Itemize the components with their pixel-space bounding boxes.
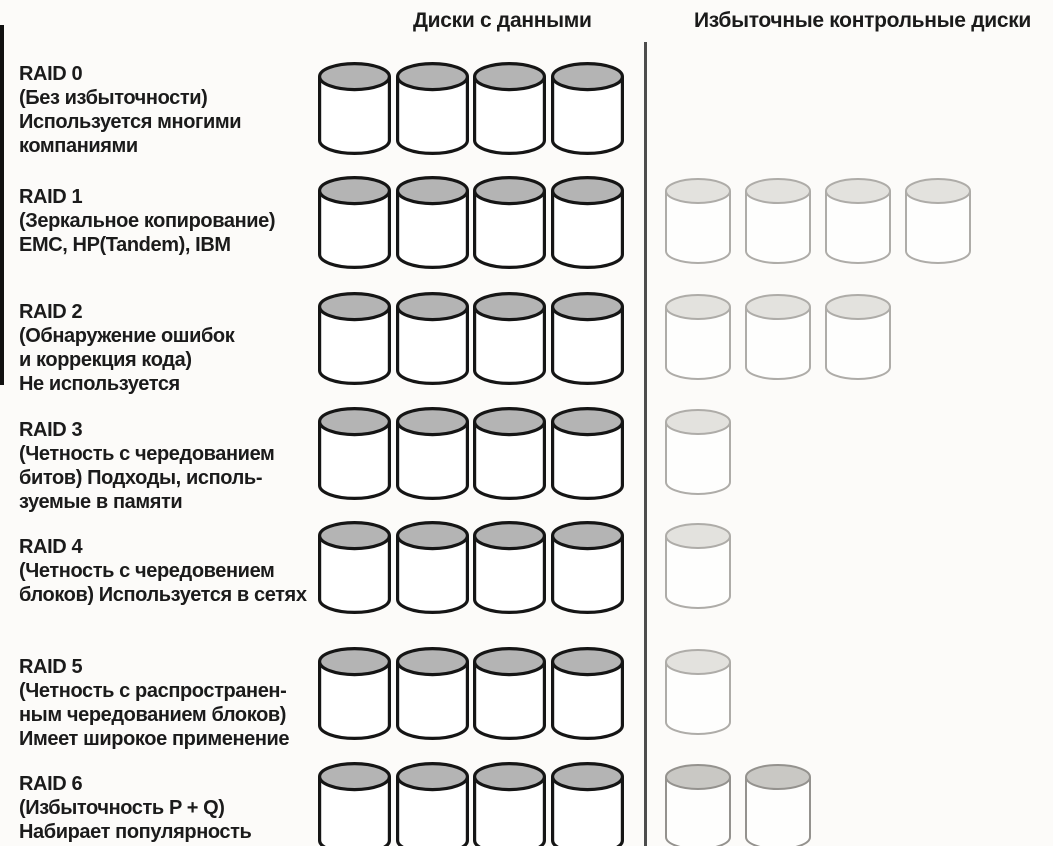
column-divider-line [644,42,647,846]
check-disk-cylinder-icon [825,178,891,264]
check-disk-cylinder-icon [665,178,731,264]
raid-level-description-line: Не используется [19,373,180,395]
data-disk-cylinder-icon [396,62,469,155]
check-disk-cylinder-icon [665,523,731,609]
data-disk-cylinder-icon [396,521,469,614]
raid-row-label [19,655,324,751]
raid-level-description-line: Имеет широкое применение [19,728,290,750]
check-disk-cylinder-icon [825,294,891,380]
check-disk-cylinder-icon [665,409,731,495]
raid-row-label [19,418,324,514]
data-disk-cylinder-icon [551,292,624,385]
check-disk-cylinder-icon [665,764,731,846]
raid-level-description-line: ным чередованием блоков) [19,704,287,726]
check-disk-cylinder-icon [905,178,971,264]
raid-level-name: RAID 2 [19,301,83,323]
raid-level-name: RAID 5 [19,656,83,678]
check-disks-column-header: Избыточные контрольные диски [694,9,1032,32]
check-disk-cylinder-icon [745,178,811,264]
raid-row-label [19,535,324,607]
raid-level-description-line: (Четность с чередованием [19,443,275,465]
data-disk-cylinder-icon [473,762,546,846]
page-scan-edge-line [0,25,4,385]
raid-level-description-line: Набирает популярность [19,821,252,843]
raid-level-description-line: (Избыточность P + Q) [19,797,225,819]
data-disk-cylinder-icon [473,521,546,614]
raid-row-label [19,62,324,158]
data-disk-cylinder-icon [551,647,624,740]
check-disk-cylinder-icon [665,294,731,380]
data-disk-cylinder-icon [318,292,391,385]
raid-level-description-line: (Зеркальное копирование) [19,210,276,232]
data-disk-cylinder-icon [396,647,469,740]
data-disk-cylinder-icon [551,762,624,846]
raid-level-description-line: блоков) Используется в сетях [19,584,307,606]
raid-level-description-line: и коррекция кода) [19,349,192,371]
raid-level-description-line: EMC, HP(Tandem), IBM [19,234,231,256]
data-disk-cylinder-icon [473,62,546,155]
raid-level-name: RAID 0 [19,63,83,85]
data-disk-cylinder-icon [318,407,391,500]
data-disk-cylinder-icon [396,407,469,500]
data-disk-cylinder-icon [551,521,624,614]
check-disk-cylinder-icon [745,764,811,846]
raid-level-description-line: (Четность с чередовением [19,560,275,582]
raid-level-description-line: Используется многими [19,111,242,133]
raid-level-description-line: (Четность с распространен- [19,680,287,702]
data-disk-cylinder-icon [318,647,391,740]
data-disk-cylinder-icon [318,176,391,269]
raid-level-name: RAID 3 [19,419,83,441]
raid-level-description-line: зуемые в памяти [19,491,183,513]
data-disk-cylinder-icon [318,762,391,846]
raid-level-name: RAID 1 [19,186,83,208]
raid-level-description-line: (Обнаружение ошибок [19,325,235,347]
data-disk-cylinder-icon [551,62,624,155]
data-disk-cylinder-icon [396,762,469,846]
data-disk-cylinder-icon [318,62,391,155]
data-disk-cylinder-icon [396,176,469,269]
data-disk-cylinder-icon [473,647,546,740]
check-disk-cylinder-icon [665,649,731,735]
raid-level-name: RAID 4 [19,536,83,558]
check-disk-cylinder-icon [745,294,811,380]
data-disk-cylinder-icon [318,521,391,614]
raid-level-name: RAID 6 [19,773,83,795]
raid-level-description-line: битов) Подходы, исполь- [19,467,263,489]
data-disk-cylinder-icon [473,176,546,269]
raid-level-description-line: компаниями [19,135,138,157]
data-disk-cylinder-icon [551,407,624,500]
data-disks-column-header: Диски с данными [413,9,592,32]
data-disk-cylinder-icon [473,292,546,385]
raid-row-label [19,185,324,257]
data-disk-cylinder-icon [396,292,469,385]
data-disk-cylinder-icon [551,176,624,269]
raid-row-label [19,300,324,396]
data-disk-cylinder-icon [473,407,546,500]
raid-level-description-line: (Без избыточности) [19,87,208,109]
raid-row-label [19,772,324,844]
